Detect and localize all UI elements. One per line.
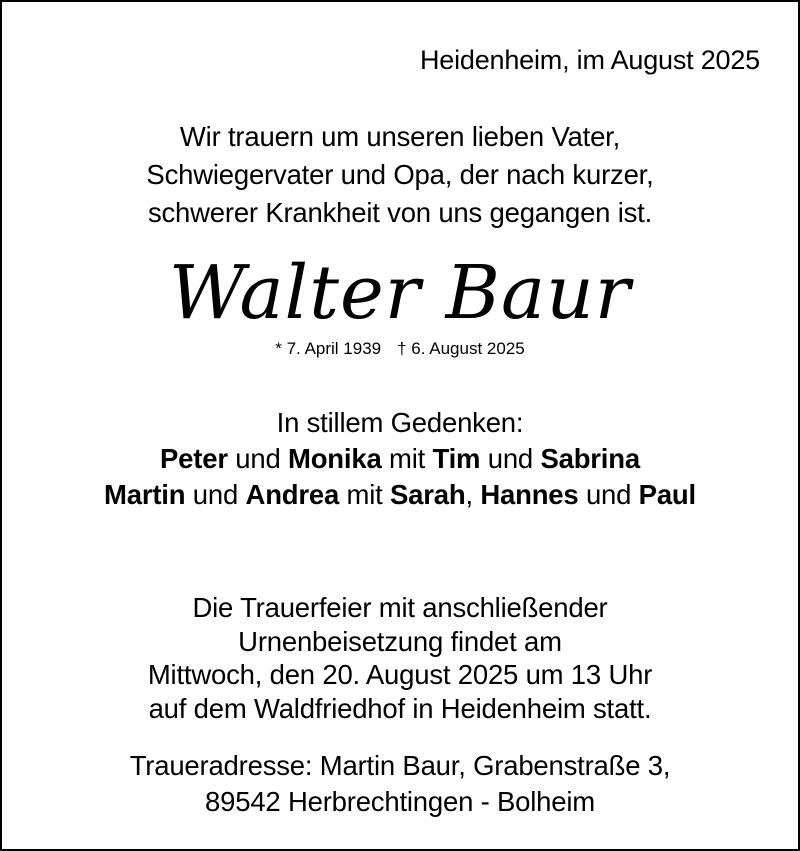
mourning-address xyxy=(2,748,798,820)
intro-line: schwerer Krankheit von uns gegangen ist. xyxy=(147,197,653,228)
place-date: Heidenheim, im August 2025 xyxy=(419,45,760,75)
ceremony-info xyxy=(2,591,798,725)
mourner-name: Martin xyxy=(104,479,186,510)
mourners-line xyxy=(2,477,798,513)
address-line: Traueradresse: Martin Baur, Grabenstraße 3, xyxy=(129,750,671,781)
birth-date: * 7. April 1939 xyxy=(275,339,382,358)
mourners-block xyxy=(2,405,798,513)
ceremony-line: Urnenbeisetzung findet am xyxy=(238,625,562,657)
deceased-name: Walter Baur xyxy=(168,250,632,336)
intro-line: Schwiegervater und Opa, der nach kurzer, xyxy=(146,159,654,190)
ceremony-line: Mittwoch, den 20. August 2025 um 13 Uhr xyxy=(147,659,653,690)
mourner-conjunction: und xyxy=(227,443,288,474)
mourner-name: Hannes xyxy=(480,479,579,510)
mourner-conjunction: , xyxy=(465,479,481,510)
mourner-conjunction: und xyxy=(578,479,639,510)
intro-line: Wir trauern um unseren lieben Vater, xyxy=(179,121,621,152)
mourners-heading: In stillem Gedenken: xyxy=(276,407,524,438)
mourner-conjunction: und xyxy=(185,479,246,510)
death-date: † 6. August 2025 xyxy=(397,339,525,358)
mourner-name: Andrea xyxy=(245,479,340,510)
mourner-conjunction: und xyxy=(480,443,541,474)
mourner-conjunction: mit xyxy=(339,479,391,510)
mourner-name: Sabrina xyxy=(540,443,640,474)
ceremony-line: auf dem Waldfriedhof in Heidenheim statt. xyxy=(148,692,652,724)
ceremony-line: Die Trauerfeier mit anschließender xyxy=(192,592,608,623)
mourner-name: Monika xyxy=(288,443,382,474)
mourner-name: Paul xyxy=(638,479,696,510)
mourner-conjunction: mit xyxy=(381,443,433,474)
mourner-name: Peter xyxy=(160,443,228,474)
intro-text xyxy=(2,118,798,232)
life-dates xyxy=(2,338,798,360)
mourners-line xyxy=(2,441,798,477)
address-line: 89542 Herbrechtingen - Bolheim xyxy=(205,786,595,817)
mourner-name: Sarah xyxy=(390,479,466,510)
mourner-name: Tim xyxy=(432,443,481,474)
